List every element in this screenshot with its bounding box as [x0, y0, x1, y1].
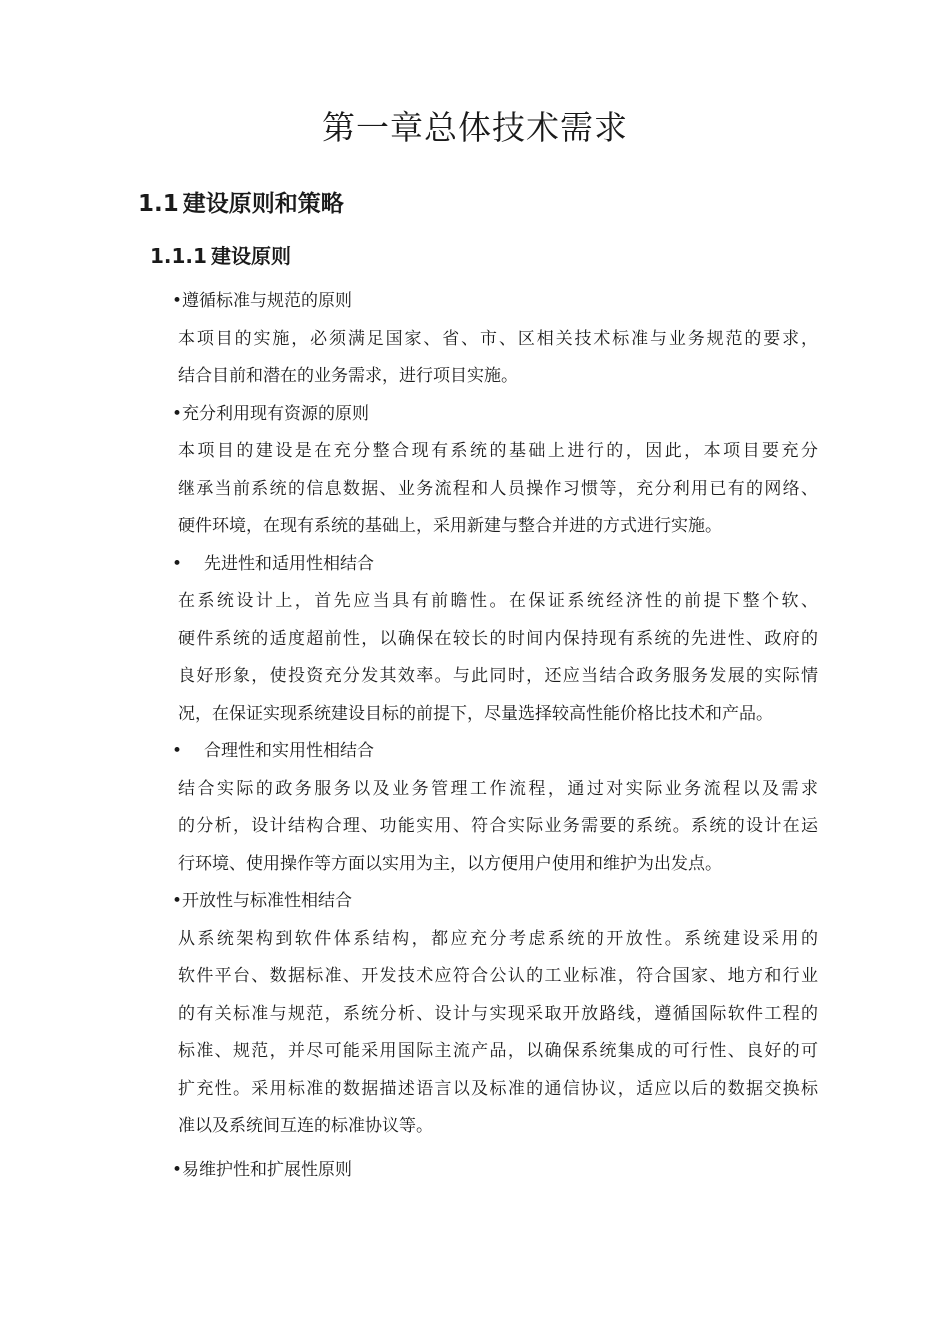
paragraph	[138, 433, 818, 546]
paragraph-line: 良好形象，使投资充分发其效率。与此同时，还应当结合政务服务发展的实际情	[178, 666, 818, 686]
paragraph	[138, 921, 818, 1146]
section-heading	[138, 186, 344, 222]
paragraph	[138, 321, 818, 396]
principle-heading-text: 合理性和实用性相结合	[204, 741, 374, 761]
paragraph-line: 本项目的建设是在充分整合现有系统的基础上进行的，因此，本项目要充分	[178, 441, 818, 461]
paragraph-line: 从系统架构到软件体系结构，都应充分考虑系统的开放性。系统建设采用的	[178, 928, 818, 949]
paragraph-line: 准以及系统间互连的标准协议等。	[178, 1116, 433, 1136]
principle-heading-text: 先进性和适用性相结合	[204, 553, 374, 574]
principle-heading	[138, 733, 818, 771]
paragraph-line: 结合目前和潜在的业务需求，进行项目实施。	[178, 366, 518, 386]
paragraph-line: 结合实际的政务服务以及业务管理工作流程，通过对实际业务流程以及需求	[178, 778, 818, 799]
paragraph-line: 的有关标准与规范，系统分析、设计与实现采取开放路线，遵循国际软件工程的	[178, 1003, 818, 1024]
subsection-heading	[150, 239, 291, 273]
section-title: 建设原则和策略	[182, 191, 344, 217]
bullet-dot: •	[172, 741, 183, 761]
paragraph-line: 标准、规范，并尽可能采用国际主流产品，以确保系统集成的可行性、良好的可	[178, 1041, 818, 1061]
paragraph	[138, 583, 818, 733]
bullet-dot: •	[172, 553, 183, 574]
paragraph-line: 的分析，设计结构合理、功能实用、符合实际业务需要的系统。系统的设计在运	[178, 816, 818, 836]
paragraph	[138, 771, 818, 884]
subsection-number: 1.1.1	[150, 244, 207, 268]
paragraph-line: 继承当前系统的信息数据、业务流程和人员操作习惯等，充分利用已有的网络、	[178, 478, 818, 499]
subsection-title: 建设原则	[210, 244, 291, 268]
section-number: 1.1	[138, 191, 179, 217]
paragraph-line: 扩充性。采用标准的数据描述语言以及标准的通信协议，适应以后的数据交换标	[178, 1078, 818, 1099]
paragraph-line: 硬件环境，在现有系统的基础上，采用新建与整合并进的方式进行实施。	[178, 516, 722, 536]
paragraph-line: 本项目的实施，必须满足国家、省、市、区相关技术标准与业务规范的要求，	[178, 328, 818, 349]
paragraph-line: 硬件系统的适度超前性，以确保在较长的时间内保持现有系统的先进性、政府的	[178, 628, 818, 649]
chapter-title: 第一章总体技术需求	[322, 108, 628, 147]
document-body	[138, 283, 818, 1189]
principle-heading: •充分利用现有资源的原则	[172, 403, 370, 424]
paragraph-line: 行环境、使用操作等方面以实用为主，以方便用户使用和维护为出发点。	[178, 853, 722, 874]
principle-heading	[138, 546, 818, 584]
principle-heading: •开放性与标准性相结合	[172, 891, 353, 911]
principle-heading: •易维护性和扩展性原则	[172, 1159, 353, 1180]
paragraph-line: 况，在保证实现系统建设目标的前提下，尽量选择较高性能价格比技术和产品。	[178, 703, 773, 724]
paragraph-line: 在系统设计上，首先应当具有前瞻性。在保证系统经济性的前提下整个软、	[178, 591, 818, 611]
paragraph-line: 软件平台、数据标准、开发技术应符合公认的工业标准，符合国家、地方和行业	[178, 966, 818, 986]
principle-heading: •遵循标准与规范的原则	[172, 291, 353, 311]
